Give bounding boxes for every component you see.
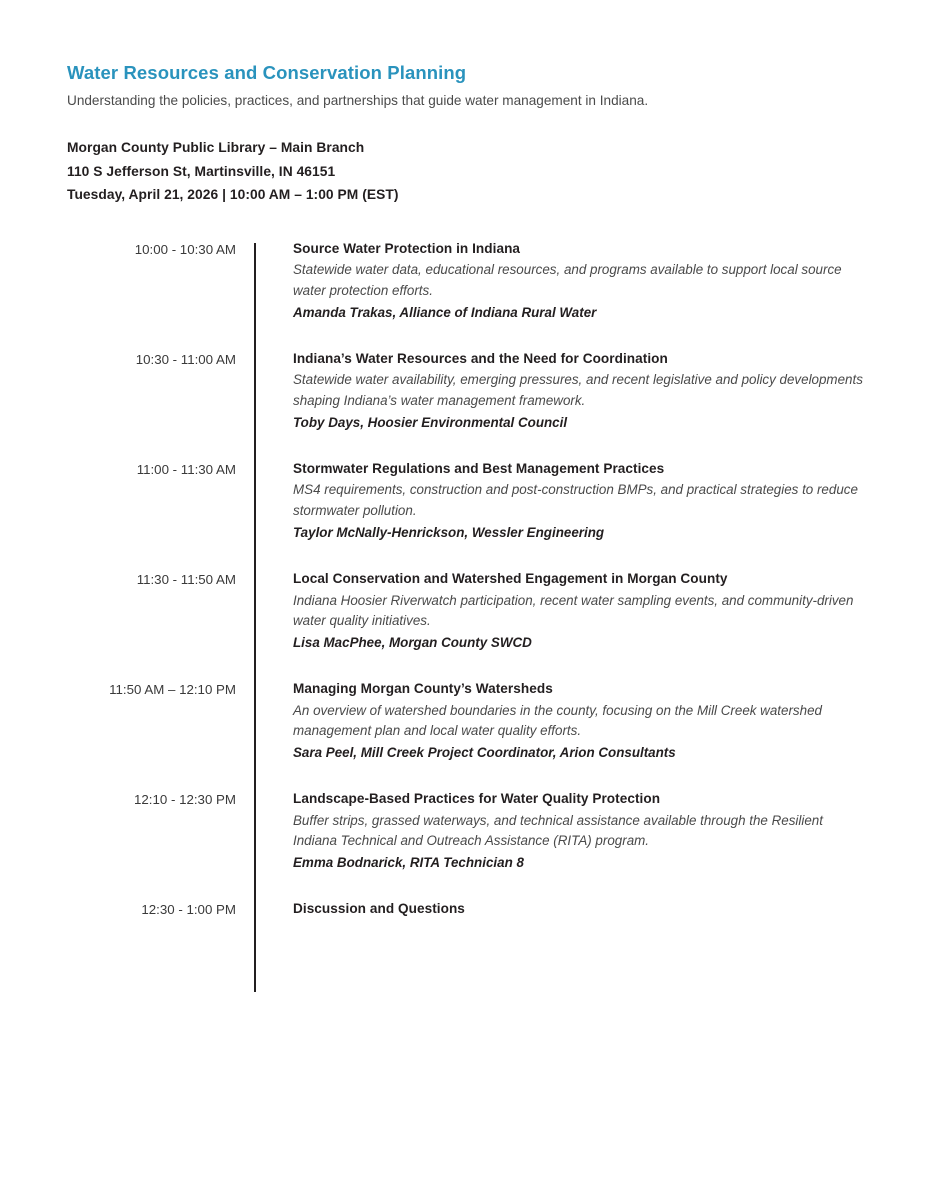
page-title: Water Resources and Conservation Planning — [67, 62, 467, 83]
agenda-row — [77, 239, 867, 323]
session-speaker: Lisa MacPhee, Morgan County SWCD — [293, 635, 532, 651]
session-title: Landscape-Based Practices for Water Quality Protection — [293, 791, 661, 807]
session-title: Discussion and Questions — [293, 901, 465, 917]
session-description: Buffer strips, grassed waterways, and technical assistance available through the Resilient Indiana Technical and Outreach Assistance (RITA) program. — [293, 812, 823, 849]
agenda-row — [77, 349, 867, 433]
session-title: Source Water Protection in Indiana — [293, 241, 521, 257]
session-title: Managing Morgan County’s Watersheds — [293, 681, 553, 697]
session-speaker: Toby Days, Hoosier Environmental Council — [293, 414, 568, 430]
agenda-session — [254, 789, 867, 873]
document-content — [67, 62, 867, 992]
session-description: An overview of watershed boundaries in the county, focusing on the Mill Creek watershed management plan and local water quality efforts. — [293, 702, 822, 739]
venue-name: Morgan County Public Library – Main Branch — [67, 139, 365, 155]
page-subtitle: Understanding the policies, practices, and partnerships that guide water management in Indiana. — [67, 93, 649, 109]
agenda-session — [254, 239, 867, 323]
agenda-session — [254, 459, 867, 543]
agenda-time: 10:30 - 11:00 AM — [135, 352, 236, 368]
session-description: Indiana Hoosier Riverwatch participation, recent water sampling events, and community-driven water quality initiatives. — [293, 592, 854, 629]
session-title: Stormwater Regulations and Best Management Practices — [293, 461, 665, 477]
agenda-row — [77, 789, 867, 873]
agenda-time: 11:00 - 11:30 AM — [136, 462, 236, 478]
agenda-row — [77, 899, 867, 919]
agenda-row — [77, 459, 867, 543]
agenda-tail-spacer — [77, 946, 867, 992]
venue-datetime: Tuesday, April 21, 2026 | 10:00 AM – 1:00 PM (EST) — [67, 187, 399, 203]
agenda-row — [77, 569, 867, 653]
session-title: Local Conservation and Watershed Engagement in Morgan County — [293, 571, 728, 587]
session-speaker: Emma Bodnarick, RITA Technician 8 — [293, 855, 524, 871]
agenda-row — [77, 679, 867, 763]
agenda-session — [254, 569, 867, 653]
agenda-table — [77, 239, 867, 992]
agenda-time: 11:30 - 11:50 AM — [136, 572, 236, 588]
session-description: Statewide water availability, emerging pressures, and recent legislative and policy developments shaping Indiana’s water management framework. — [293, 372, 863, 409]
agenda-time: 10:00 - 10:30 AM — [134, 242, 236, 258]
agenda-vertical-divider — [254, 243, 256, 992]
agenda-time: 12:10 - 12:30 PM — [133, 792, 236, 808]
agenda-session — [254, 899, 867, 919]
session-speaker: Amanda Trakas, Alliance of Indiana Rural Water — [293, 304, 597, 320]
session-description: Statewide water data, educational resources, and programs available to support local source water protection efforts. — [293, 262, 842, 299]
venue-address: 110 S Jefferson St, Martinsville, IN 46151 — [67, 163, 336, 179]
session-title: Indiana’s Water Resources and the Need for Coordination — [293, 351, 668, 367]
session-description: MS4 requirements, construction and post-construction BMPs, and practical strategies to reduce stormwater pollution. — [293, 482, 858, 519]
agenda-time: 11:50 AM – 12:10 PM — [109, 682, 236, 698]
agenda-time: 12:30 - 1:00 PM — [141, 902, 236, 918]
agenda-session — [254, 349, 867, 433]
venue-block — [67, 136, 867, 207]
agenda-session — [254, 679, 867, 763]
session-speaker: Sara Peel, Mill Creek Project Coordinator, Arion Consultants — [293, 745, 676, 761]
session-speaker: Taylor McNally-Henrickson, Wessler Engineering — [293, 525, 605, 540]
